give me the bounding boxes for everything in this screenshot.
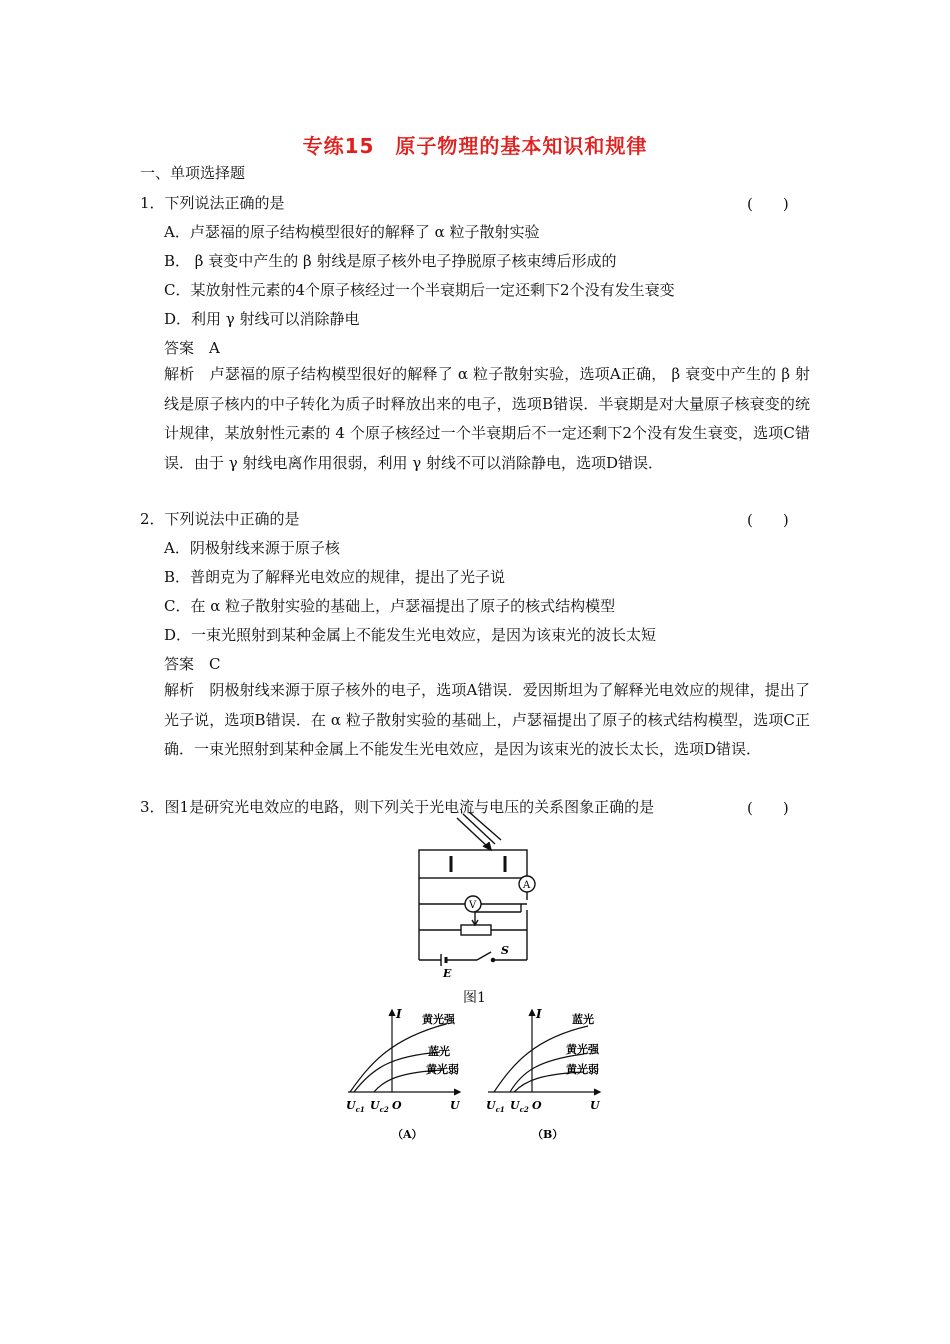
q2-option-a: A．阴极射线来源于原子核	[164, 539, 340, 557]
graph-b-x-label: U	[590, 1099, 600, 1112]
figure1-caption: 图1	[463, 990, 486, 1006]
q2-option-d: D．一束光照射到某种金属上不能发生光电效应，是因为该束光的波长太短	[164, 626, 657, 644]
switch-label: S	[501, 944, 509, 957]
graph-b-uc1-label: $U_{c1}$	[486, 1099, 505, 1114]
graph-a-label-yellow-weak: 黄光弱	[426, 1063, 459, 1076]
q1-stem: 1．下列说法正确的是	[140, 194, 285, 212]
graph-b-origin-label: O	[532, 1099, 542, 1112]
page-title: 专练15 原子物理的基本知识和规律	[302, 134, 648, 158]
q1-answer: 答案 A	[164, 339, 220, 357]
q1-option-a: A．卢瑟福的原子结构模型很好的解释了 α 粒子散射实验	[164, 223, 540, 241]
graph-a-x-label: U	[450, 1099, 460, 1112]
q1-option-d: D．利用 γ 射线可以消除静电	[164, 310, 360, 328]
graph-a-curve-yellow-strong	[350, 1024, 446, 1092]
q2-answer: 答案 C	[164, 655, 221, 673]
graph-a-label-yellow-strong: 黄光强	[422, 1013, 455, 1026]
q1-option-c: C．某放射性元素的4个原子核经过一个半衰期后一定还剩下2个没有发生衰变	[164, 281, 675, 299]
graph-b-label-yellow-weak: 黄光弱	[566, 1063, 599, 1076]
q2-option-b: B．普朗克为了解释光电效应的规律，提出了光子说	[164, 568, 506, 586]
graph-b-curve-blue	[494, 1026, 588, 1092]
battery-label: E	[443, 967, 452, 980]
graph-b-label-blue: 蓝光	[572, 1013, 594, 1026]
graph-a-caption: （A）	[392, 1128, 423, 1141]
phototube-box	[419, 850, 527, 878]
q2-analysis: 解析 阴极射线来源于原子核外的电子，选项A错误．爱因斯坦为了解释光电效应的规律，提出了光子说，选项B错误．在 α 粒子散射实验的基础上，卢瑟福提出了原子的核式结构模型，选项C正确．一束光照射到某种金属上不能发生光电效应，是因为该束光的波长太长，选项D错误．	[164, 681, 810, 759]
graph-b-label-yellow-strong: 黄光强	[566, 1043, 599, 1056]
graph-a-y-label: I	[396, 1007, 402, 1021]
graph-b-uc2-label: $U_{c2}$	[510, 1099, 529, 1114]
q2-answer-bracket: ( )	[747, 511, 789, 529]
q1-option-b: B． β 衰变中产生的 β 射线是原子核外电子挣脱原子核束缚后形成的	[164, 252, 617, 270]
q1-answer-bracket: ( )	[747, 195, 789, 213]
q2-stem: 2．下列说法中正确的是	[140, 510, 300, 528]
graph-a-label-blue: 蓝光	[428, 1045, 450, 1058]
voltmeter-label: V	[469, 900, 477, 911]
graph-b	[480, 1004, 610, 1144]
graph-b-caption: （B）	[532, 1128, 564, 1141]
q2-option-c: C．在 α 粒子散射实验的基础上，卢瑟福提出了原子的核式结构模型	[164, 597, 616, 615]
graph-a-origin-label: O	[392, 1099, 402, 1112]
graph-a-uc1-label: $U_{c1}$	[346, 1099, 365, 1114]
section-heading: 一、单项选择题	[140, 164, 246, 182]
ammeter-label: A	[523, 880, 531, 891]
graph-a-uc2-label: $U_{c2}$	[370, 1099, 389, 1114]
q3-stem: 3．图1是研究光电效应的电路，则下列关于光电流与电压的关系图象正确的是	[140, 798, 655, 816]
q3-answer-bracket: ( )	[747, 799, 789, 817]
graph-a	[340, 1004, 470, 1144]
graph-b-y-label: I	[536, 1007, 542, 1021]
photoelectric-circuit-diagram	[405, 812, 545, 982]
q1-analysis: 解析 卢瑟福的原子结构模型很好的解释了 α 粒子散射实验，选项A正确， β 衰变中产生的 β 射线是原子核内的中子转化为质子时释放出来的电子，选项B错误．半衰期是对大量原子核衰变的统计规律，某放射性元素的 4 个原子核经过一个半衰期后不一定还剩下2个没有发生衰变，选项C错误．由于 γ 射线电离作用很弱，利用 γ 射线不可以消除静电，选项D错误．	[164, 365, 810, 472]
